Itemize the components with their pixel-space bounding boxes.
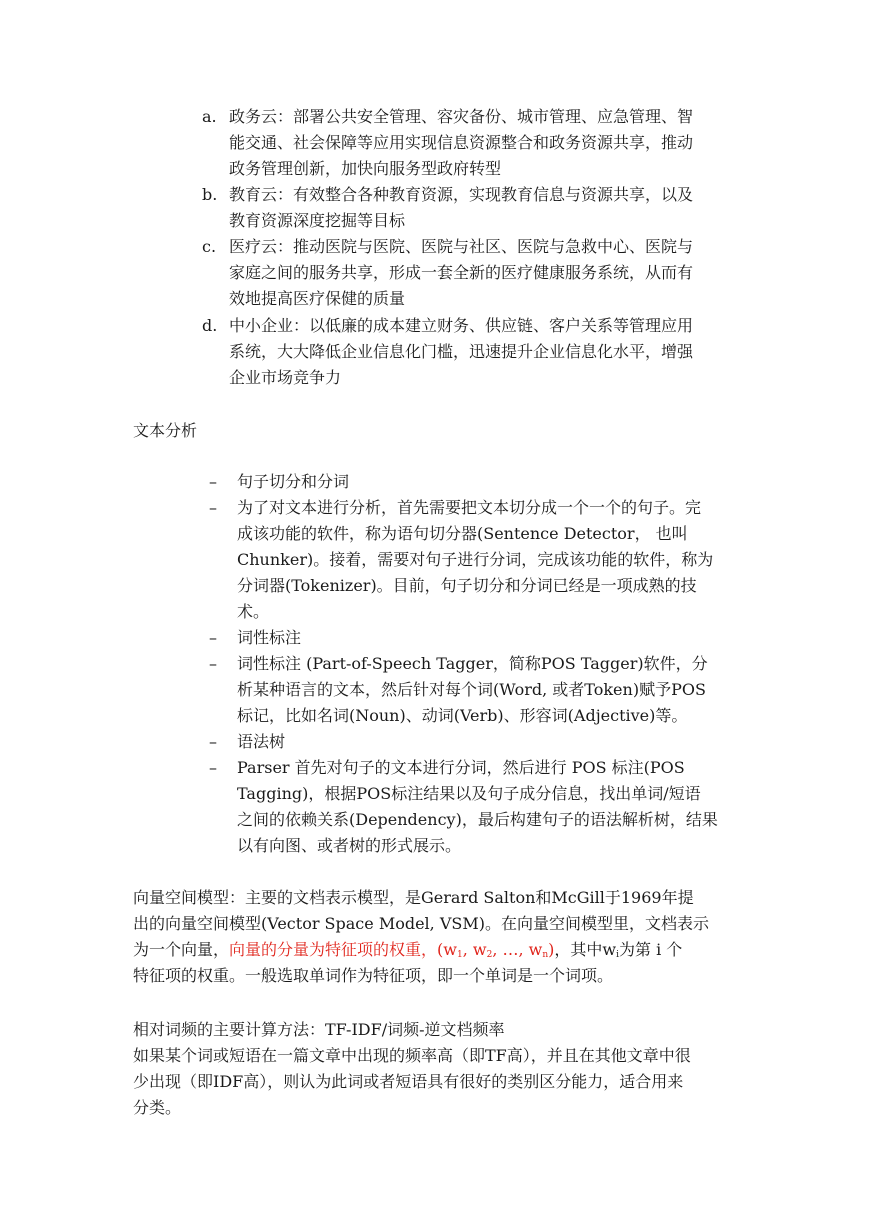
- dash-marker: –: [209, 628, 217, 647]
- red-text: , w: [462, 940, 487, 959]
- list-text: 中小企业：以低廉的成本建立财务、供应链、客户关系等管理应用: [229, 316, 694, 335]
- list-marker: d.: [202, 316, 218, 335]
- bullet-text: 句子切分和分词: [237, 472, 350, 491]
- bullet-text: Chunker)。接着，需要对句子进行分词，完成该功能的软件，称为: [237, 550, 714, 569]
- list-text: 系统，大大降低企业信息化门槛，迅速提升企业信息化水平，增强: [229, 342, 694, 361]
- list-text: 教育资源深度挖掘等目标: [229, 211, 406, 230]
- bullet-text: 分词器(Tokenizer)。目前，句子切分和分词已经是一项成熟的技: [237, 576, 697, 595]
- list-text: 企业市场竞争力: [229, 368, 342, 387]
- vsm-text: 向量空间模型：主要的文档表示模型，是Gerard Salton和McGill于1969年提: [133, 888, 694, 907]
- bullet-text: 以有向图、或者树的形式展示。: [237, 836, 462, 855]
- bullet-text: 语法树: [237, 732, 286, 751]
- list-text: 政务管理创新，加快向服务型政府转型: [229, 159, 502, 178]
- list-text: 医疗云：推动医院与医院、医院与社区、医院与急救中心、医院与: [229, 237, 694, 256]
- dash-marker: –: [209, 472, 217, 491]
- subscript: 2: [486, 950, 493, 960]
- list-text: 政务云：部署公共安全管理、容灾备份、城市管理、应急管理、智: [229, 107, 694, 126]
- bullet-text: 之间的依赖关系(Dependency)，最后构建句子的语法解析树，结果: [237, 810, 718, 829]
- bullet-text: 析某种语言的文本，然后针对每个词(Word, 或者Token)赋予POS: [237, 680, 706, 699]
- bullet-text: 为了对文本进行分析，首先需要把文本切分成一个一个的句子。完: [237, 498, 702, 517]
- bullet-text: Tagging)，根据POS标注结果以及句子成分信息，找出单词/短语: [237, 784, 701, 803]
- subscript: i: [616, 950, 619, 960]
- dash-marker: –: [209, 654, 217, 673]
- bullet-text: 词性标注: [237, 628, 302, 647]
- bullet-text: 成该功能的软件，称为语句切分器(Sentence Detector， 也叫: [237, 524, 688, 543]
- list-marker: c.: [202, 237, 217, 256]
- subscript: 1: [456, 950, 463, 960]
- vsm-text-end: 为第 i 个: [619, 940, 683, 959]
- red-text: , …, w: [492, 940, 543, 959]
- vsm-text-pre: 为一个向量，: [133, 940, 230, 959]
- vsm-text: 出的向量空间模型(Vector Space Model, VSM)。在向量空间模型里，文档表示: [133, 914, 709, 933]
- section-heading: 文本分析: [133, 421, 198, 440]
- dash-marker: –: [209, 498, 217, 517]
- vsm-text: 特征项的权重。一般选取单词作为特征项，即一个单词是一个词项。: [133, 966, 614, 985]
- vsm-text-post: ，其中w: [554, 940, 617, 959]
- list-text: 家庭之间的服务共享，形成一套全新的医疗健康服务系统，从而有: [229, 263, 694, 282]
- list-text: 能交通、社会保障等应用实现信息资源整合和政务资源共享，推动: [229, 133, 694, 152]
- bullet-text: 标记，比如名词(Noun)、动词(Verb)、形容词(Adjective)等。: [237, 706, 688, 725]
- bullet-text: Parser 首先对句子的文本进行分词，然后进行 POS 标注(POS: [237, 758, 685, 777]
- bullet-text: 术。: [237, 602, 270, 621]
- subscript: n: [542, 950, 549, 960]
- vsm-red-highlight: [229, 940, 554, 959]
- tfidf-text: 如果某个词或短语在一篇文章中出现的频率高（即TF高），并且在其他文章中很: [133, 1046, 691, 1065]
- dash-marker: –: [209, 758, 217, 777]
- red-text: ): [548, 940, 555, 959]
- dash-marker: –: [209, 732, 217, 751]
- bullet-text: 词性标注 (Part-of-Speech Tagger，简称POS Tagger)软件，分: [237, 654, 708, 673]
- list-text: 效地提高医疗保健的质量: [229, 289, 406, 308]
- red-text: 向量的分量为特征项的权重，(w: [229, 940, 457, 959]
- tfidf-text: 少出现（即IDF高），则认为此词或者短语具有很好的类别区分能力，适合用来: [133, 1072, 684, 1091]
- list-text: 教育云：有效整合各种教育资源，实现教育信息与资源共享，以及: [229, 185, 694, 204]
- tfidf-text: 分类。: [133, 1098, 182, 1117]
- list-marker: b.: [202, 185, 218, 204]
- list-marker: a.: [202, 107, 217, 126]
- tfidf-title: 相对词频的主要计算方法：TF-IDF/词频-逆文档频率: [133, 1020, 505, 1039]
